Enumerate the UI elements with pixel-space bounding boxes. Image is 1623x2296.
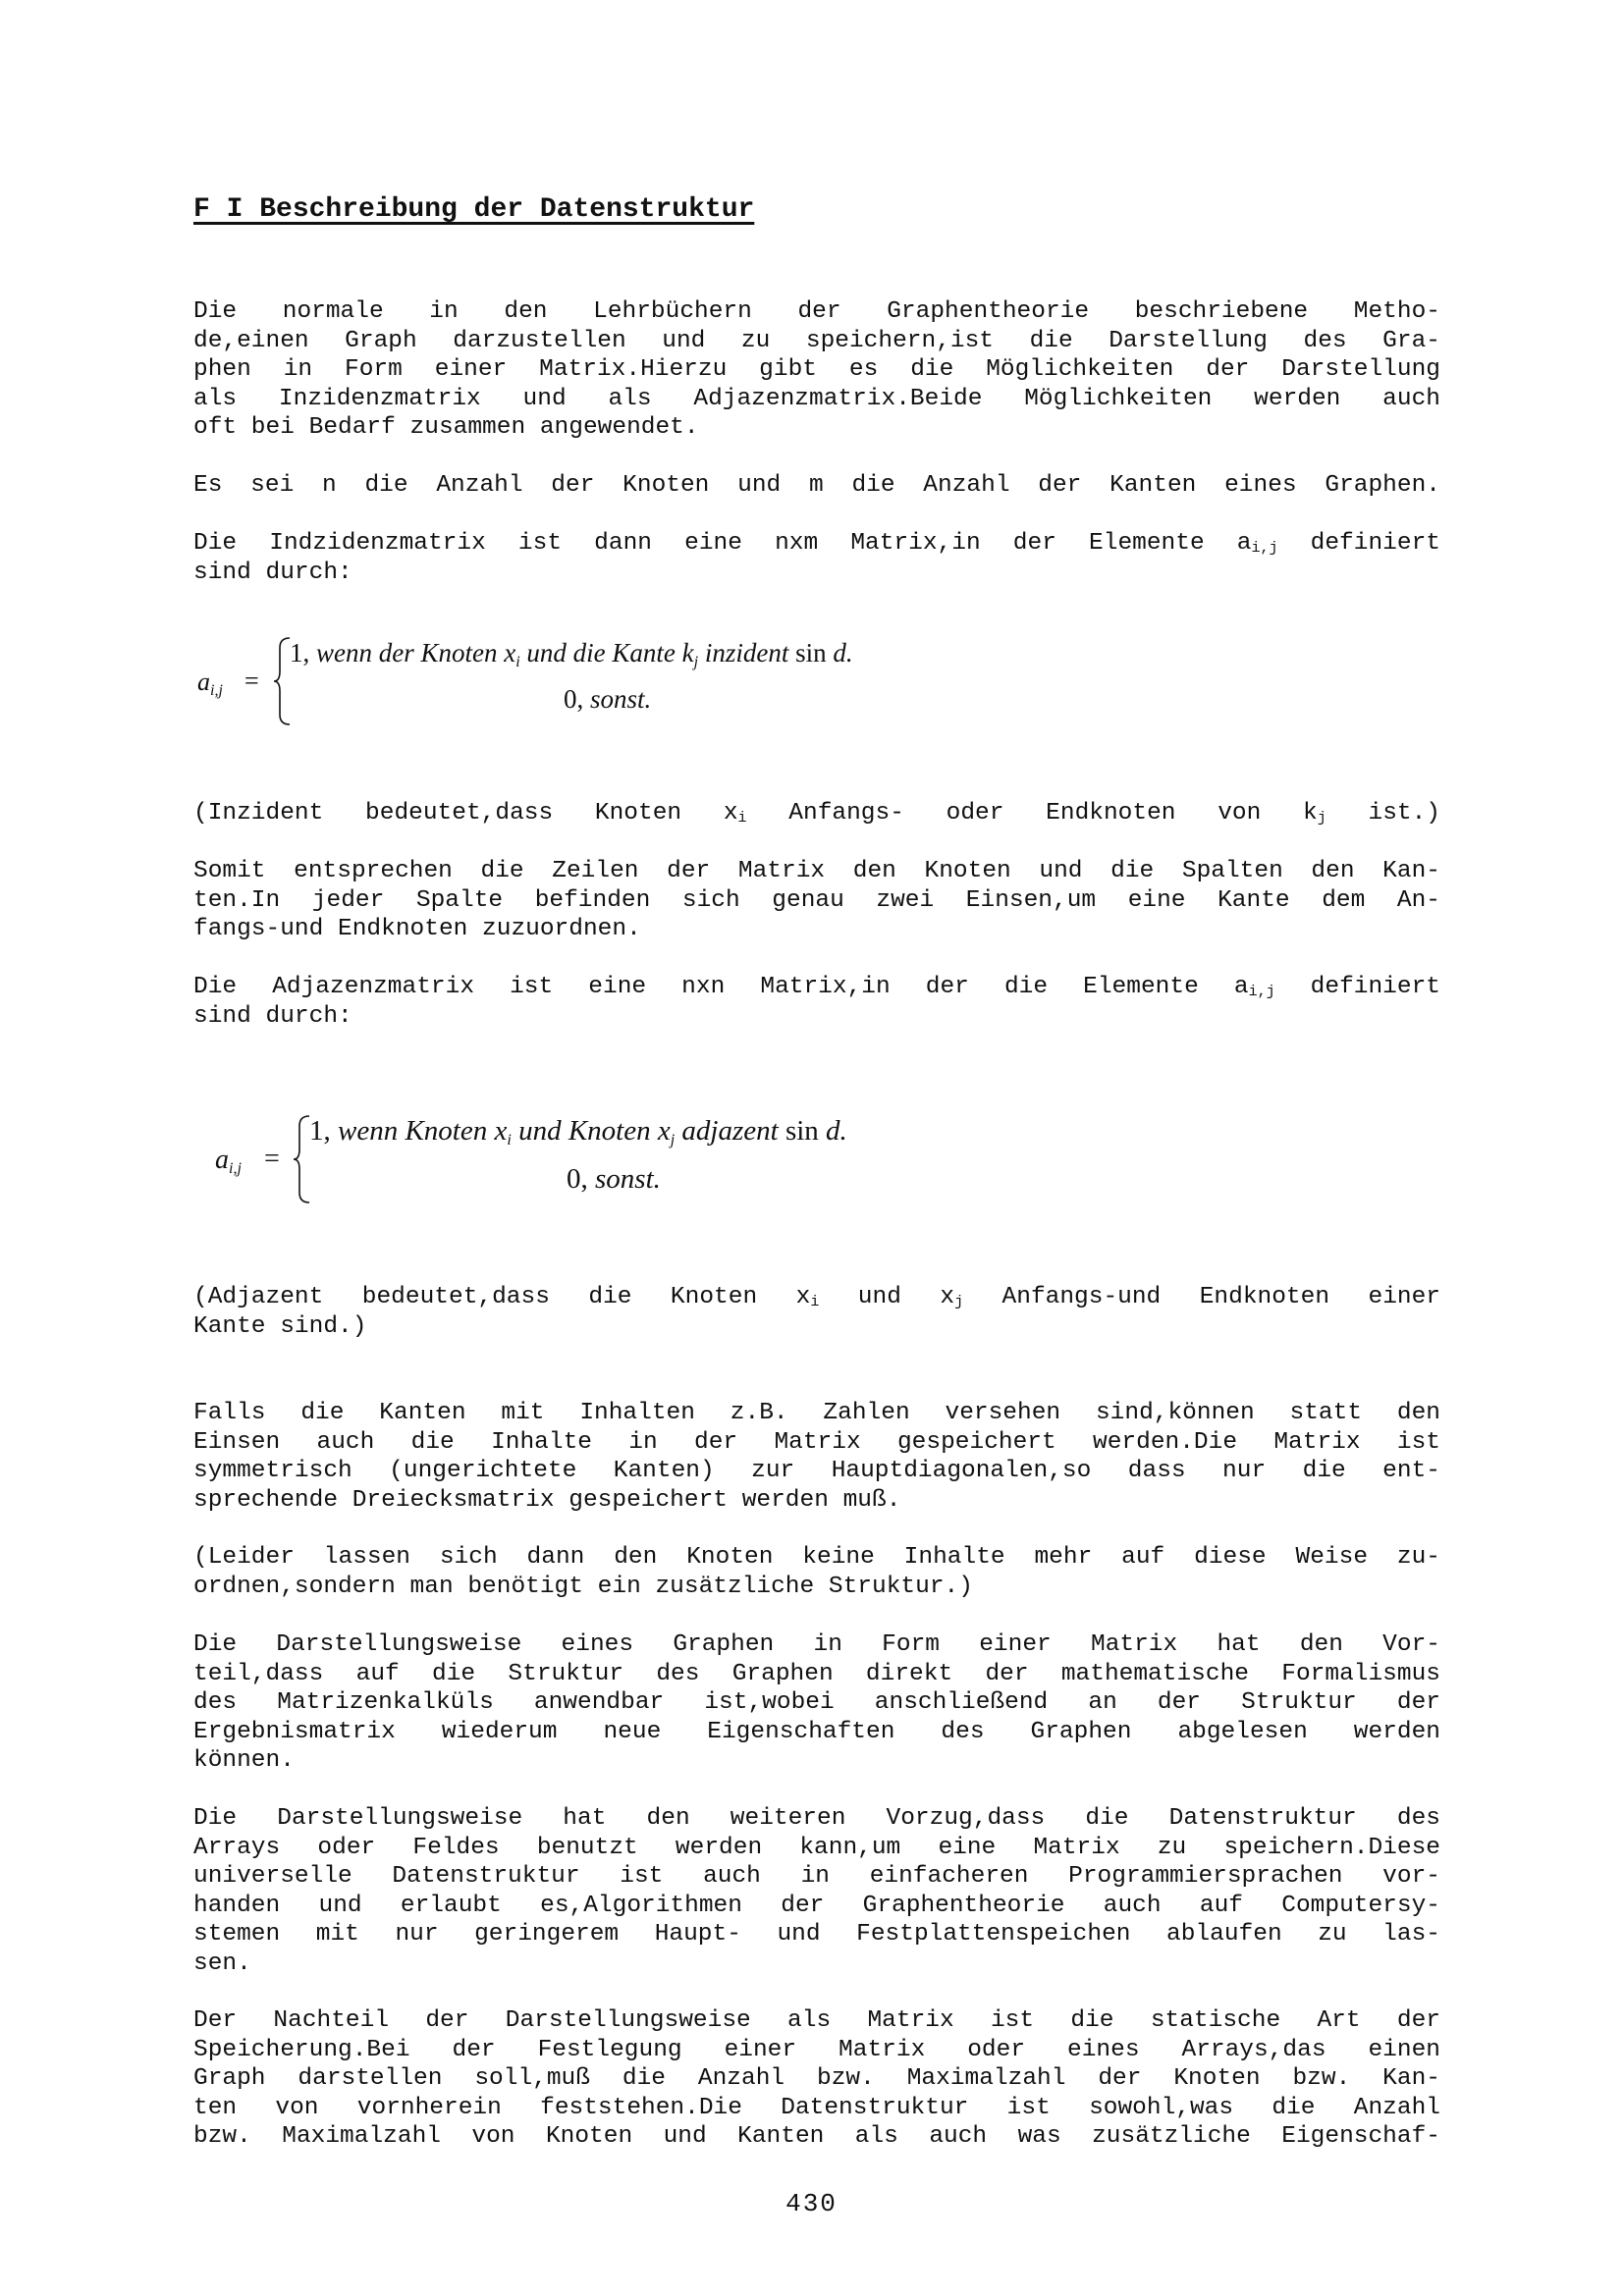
subscript: i,j [1248,984,1275,1000]
subscript: j [1317,810,1326,827]
text-line: fangs-und Endknoten zuzuordnen. [193,916,641,942]
paragraph-weighted-edges [193,1399,1440,1515]
text-line: ten von vornherein feststehen.Die Datenstruktur ist sowohl,was die Anzahl [193,2094,1440,2121]
subscript: i [737,810,747,827]
paragraph-rows-columns [193,857,1440,944]
subscript: j [954,1294,964,1310]
formula-lhs: ai,j [215,1145,242,1177]
text-line: können. [193,1747,295,1774]
text-segment: definiert [1277,530,1440,557]
paragraph-intro [193,297,1440,443]
text-line: des Matrizenkalküls anwendbar ist,wobei anschließend an der Struktur der [193,1689,1440,1716]
text-line: Arrays oder Feldes benutzt werden kann,um eine Matrix zu speichern.Diese [193,1834,1440,1861]
text-line: oft bei Bedarf zusammen angewendet. [193,414,699,441]
paragraph-definitions [193,471,1440,501]
text-line: universelle Datenstruktur ist auch in einfacheren Programmiersprachen vor- [193,1863,1440,1890]
paragraph-adjacency-note [193,1283,1440,1341]
formula-equals: = [244,667,259,695]
text-line: sen. [193,1949,251,1977]
paragraph-adjacency-intro [193,973,1440,1031]
text-line: als Inzidenzmatrix und als Adjazenzmatrix.Beide Möglichkeiten werden auch [193,385,1440,412]
text-line: teil,dass auf die Struktur des Graphen direkt der mathematische Formalismus [193,1660,1440,1687]
paragraph-advantage [193,1630,1440,1776]
paragraph-disadvantage [193,2006,1440,2152]
section-heading: F I Beschreibung der Datenstruktur [193,194,755,225]
text-line: Falls die Kanten mit Inhalten z.B. Zahlen versehen sind,können statt den [193,1400,1440,1426]
adjacency-formula [193,1104,1077,1212]
text-line: Somit entsprechen die Zeilen der Matrix den Knoten und die Spalten den Kan- [193,858,1440,884]
subscript: i,j [1251,540,1278,557]
paragraph-further-advantage [193,1804,1440,1978]
text-line: stemen mit nur geringerem Haupt- und Festplattenspeichen ablaufen zu las- [193,1921,1440,1948]
text-line: Die Darstellungsweise eines Graphen in Form einer Matrix hat den Vor- [193,1631,1440,1658]
formula-equals: = [264,1144,280,1174]
text-line: Graph darstellen soll,muß die Anzahl bzw. Maximalzahl der Knoten bzw. Kan- [193,2065,1440,2092]
text-line: Kante sind.) [193,1312,367,1340]
text-line: Die Darstellungsweise hat den weiteren Vorzug,dass die Datenstruktur des [193,1805,1440,1832]
text-line: Der Nachteil der Darstellungsweise als Matrix ist die statische Art der [193,2007,1440,2034]
page-number: 430 [785,2189,838,2218]
text-line: symmetrisch (ungerichtete Kanten) zur Hauptdiagonalen,so dass nur die ent- [193,1458,1440,1484]
case-one: 1, wenn Knoten xi und Knoten xj adjazent sin d. [309,1115,847,1148]
text-line: bzw. Maximalzahl von Knoten und Kanten als auch was zusätzliche Eigenschaf- [193,2123,1440,2150]
text-line: sind durch: [193,559,352,586]
text-line: Ergebnismatrix wiederum neue Eigenschaften des Graphen abgelesen werden [193,1718,1440,1745]
text-line: Die normale in den Lehrbüchern der Graphentheorie beschriebene Metho- [193,298,1440,325]
formula-lhs: ai,j [197,667,223,699]
text-line: phen in Form einer Matrix.Hierzu gibt es die Möglichkeiten der Darstellung [193,356,1440,383]
case-otherwise: 0, sonst. [567,1163,661,1195]
text-line: (Adjazent bedeutet,dass die Knoten $x_i$ und $x_j$ Anfangs-und Endknoten einer [193,1284,1441,1310]
paragraph-incidence-note [193,799,1440,828]
text-line: ten.In jeder Spalte befinden sich genau zwei Einsen,um eine Kante dem An- [193,886,1440,914]
case-otherwise: 0, sonst. [564,684,652,714]
text-line: Einsen auch die Inhalte in der Matrix gespeichert werden.Die Matrix ist [193,1428,1440,1456]
paragraph-limitation-note [193,1543,1440,1601]
text-line: Speicherung.Bei der Festlegung einer Matrix oder eines Arrays,das einen [193,2036,1440,2063]
text-line: Die Adjazenzmatrix ist eine nxn Matrix,in der die Elemente $a_{i,j}$ definiert [193,974,1440,1000]
text-line: Es sei n die Anzahl der Knoten und m die Anzahl der Kanten eines Graphen. [193,472,1440,499]
text-line: handen und erlaubt es,Algorithmen der Graphentheorie auch auf Computersy- [193,1892,1440,1919]
text-line: sind durch: [193,1002,352,1030]
incidence-formula [193,628,1077,736]
text-line: (Inzident bedeutet,dass Knoten $x_i$ Anfangs- oder Endknoten von $k_j$ ist.) [193,800,1441,827]
text-line: ordnen,sondern man benötigt ein zusätzliche Struktur.) [193,1573,973,1600]
text-line [193,529,1440,559]
paragraph-incidence-intro [193,529,1440,587]
subscript: i [810,1294,820,1310]
text-line: (Leider lassen sich dann den Knoten keine Inhalte mehr auf diese Weise zu- [193,1544,1440,1571]
text-line: de,einen Graph darzustellen und zu speichern,ist die Darstellung des Gra- [193,327,1440,354]
text-segment: Die Indzidenzmatrix ist dann eine nxm Matrix,in der Elemente a [193,530,1252,557]
case-one: 1, wenn der Knoten xi und die Kante kj inzident sin d. [290,638,853,670]
text-line: sprechende Dreiecksmatrix gespeichert werden muß. [193,1486,901,1514]
